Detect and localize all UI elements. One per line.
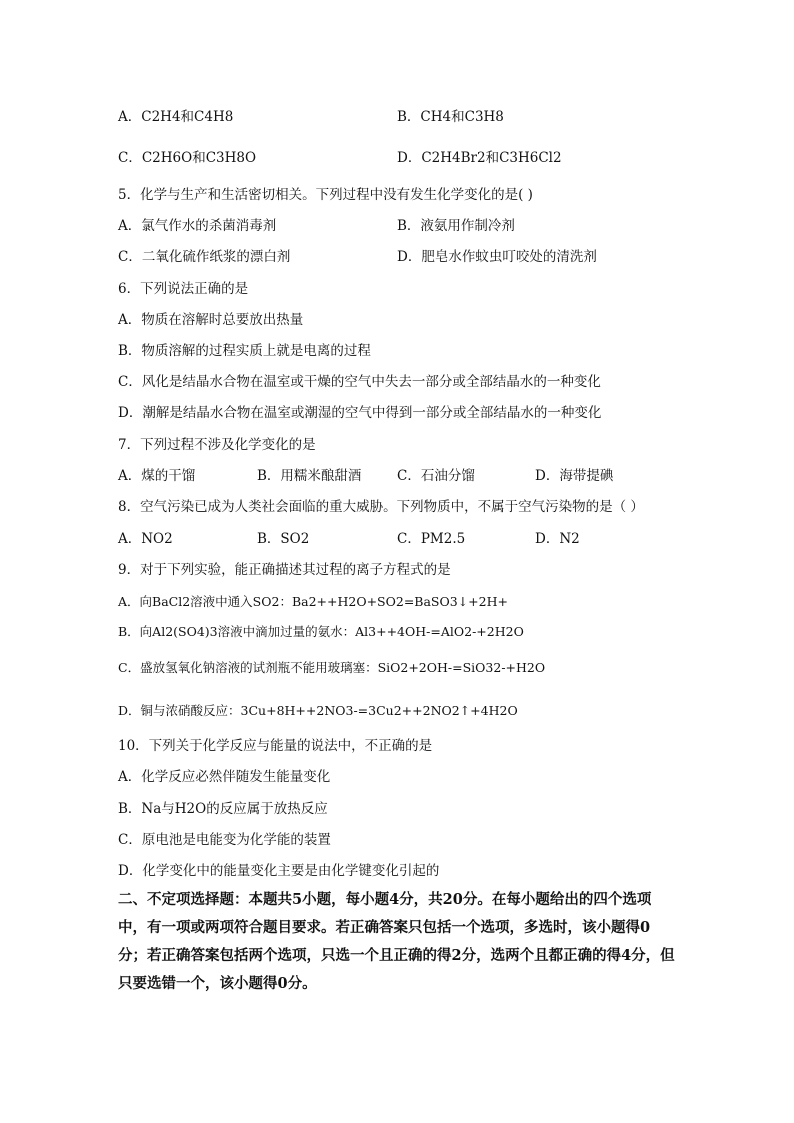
q5-option-d: D．肥皂水作蚊虫叮咬处的清洗剂	[397, 249, 597, 265]
q5-stem: 5．化学与生产和生活密切相关。下列过程中没有发生化学变化的是( )	[118, 187, 533, 203]
q10-stem: 10．下列关于化学反应与能量的说法中，不正确的是	[118, 738, 433, 754]
option-label: A．	[118, 109, 142, 125]
q6-option-d: D．潮解是结晶水合物在温室或潮湿的空气中得到一部分或全部结晶水的一种变化	[118, 405, 602, 421]
q5-option-a: A．氯气作水的杀菌消毒剂	[118, 218, 277, 234]
option-label: C．	[118, 150, 142, 166]
q4-option-a	[118, 108, 233, 126]
q4-option-d	[397, 149, 562, 167]
q6-option-b: B．物质溶解的过程实质上就是电离的过程	[118, 343, 371, 359]
q9-option-d: D．铜与浓硝酸反应：3Cu+8H++2NO3-=3Cu2++2NO2↑+4H2O	[118, 703, 518, 718]
q9-stem: 9．对于下列实验，能正确描述其过程的离子方程式的是	[118, 562, 451, 578]
q5-option-b: B．液氨用作制冷剂	[397, 218, 515, 234]
q6-option-a: A．物质在溶解时总要放出热量	[118, 312, 304, 328]
option-text: C2H4和C4H8	[141, 109, 234, 125]
q7-option-a: A．煤的干馏	[118, 468, 196, 484]
q10-option-a: A．化学反应必然伴随发生能量变化	[118, 769, 331, 785]
q6-stem: 6．下列说法正确的是	[118, 281, 249, 297]
q6-option-c: C．风化是结晶水合物在温室或干燥的空气中失去一部分或全部结晶水的一种变化	[118, 374, 601, 390]
option-text: CH4和C3H8	[420, 109, 504, 125]
option-text: C2H6O和C3H8O	[141, 150, 257, 166]
option-label: D．	[397, 150, 422, 166]
q4-option-b	[397, 108, 504, 126]
q4-option-c	[118, 149, 256, 167]
q8-option-a: A．NO2	[118, 531, 173, 547]
section2-instructions: 二、不定项选择题：本题共5小题，每小题4分，共20分。在每小题给出的四个选项中，有一项或两项符合题目要求。若正确答案只包括一个选项，多选时，该小题得0分；若正确答案包括两个选项，只选一个且正确的得2分，选两个且都正确的得4分，但只要选错一个，该小题得0分。	[118, 891, 675, 992]
q8-option-b: B．SO2	[257, 531, 310, 547]
q7-option-c: C．石油分馏	[397, 468, 475, 484]
q10-option-d: D．化学变化中的能量变化主要是由化学键变化引起的	[118, 863, 440, 879]
q9-option-c: C．盛放氢氧化钠溶液的试剂瓶不能用玻璃塞：SiO2+2OH-=SiO32-+H2O	[118, 660, 546, 675]
q7-option-b: B．用糯米酿甜酒	[257, 468, 362, 484]
q7-option-d: D．海带提碘	[535, 468, 614, 484]
q9-option-b: B．向Al2(SO4)3溶液中滴加过量的氨水：Al3++4OH-=AlO2-+2H2O	[118, 624, 524, 639]
option-text: C2H4Br2和C3H6Cl2	[421, 150, 562, 166]
q8-stem: 8．空气污染已成为人类社会面临的重大威胁。下列物质中，不属于空气污染物的是（ ）	[118, 499, 644, 515]
q8-option-d: D．N2	[535, 531, 580, 547]
q8-option-c: C．PM2.5	[397, 531, 466, 547]
q7-stem: 7．下列过程不涉及化学变化的是	[118, 437, 316, 453]
option-label: B．	[397, 109, 421, 125]
q5-option-c: C．二氧化硫作纸浆的漂白剂	[118, 249, 291, 265]
q10-option-b: B．Na与H2O的反应属于放热反应	[118, 801, 328, 817]
q10-option-c: C．原电池是电能变为化学能的装置	[118, 832, 331, 848]
q9-option-a: A．向BaCl2溶液中通入SO2：Ba2++H2O+SO2=BaSO3↓+2H+	[118, 594, 508, 609]
